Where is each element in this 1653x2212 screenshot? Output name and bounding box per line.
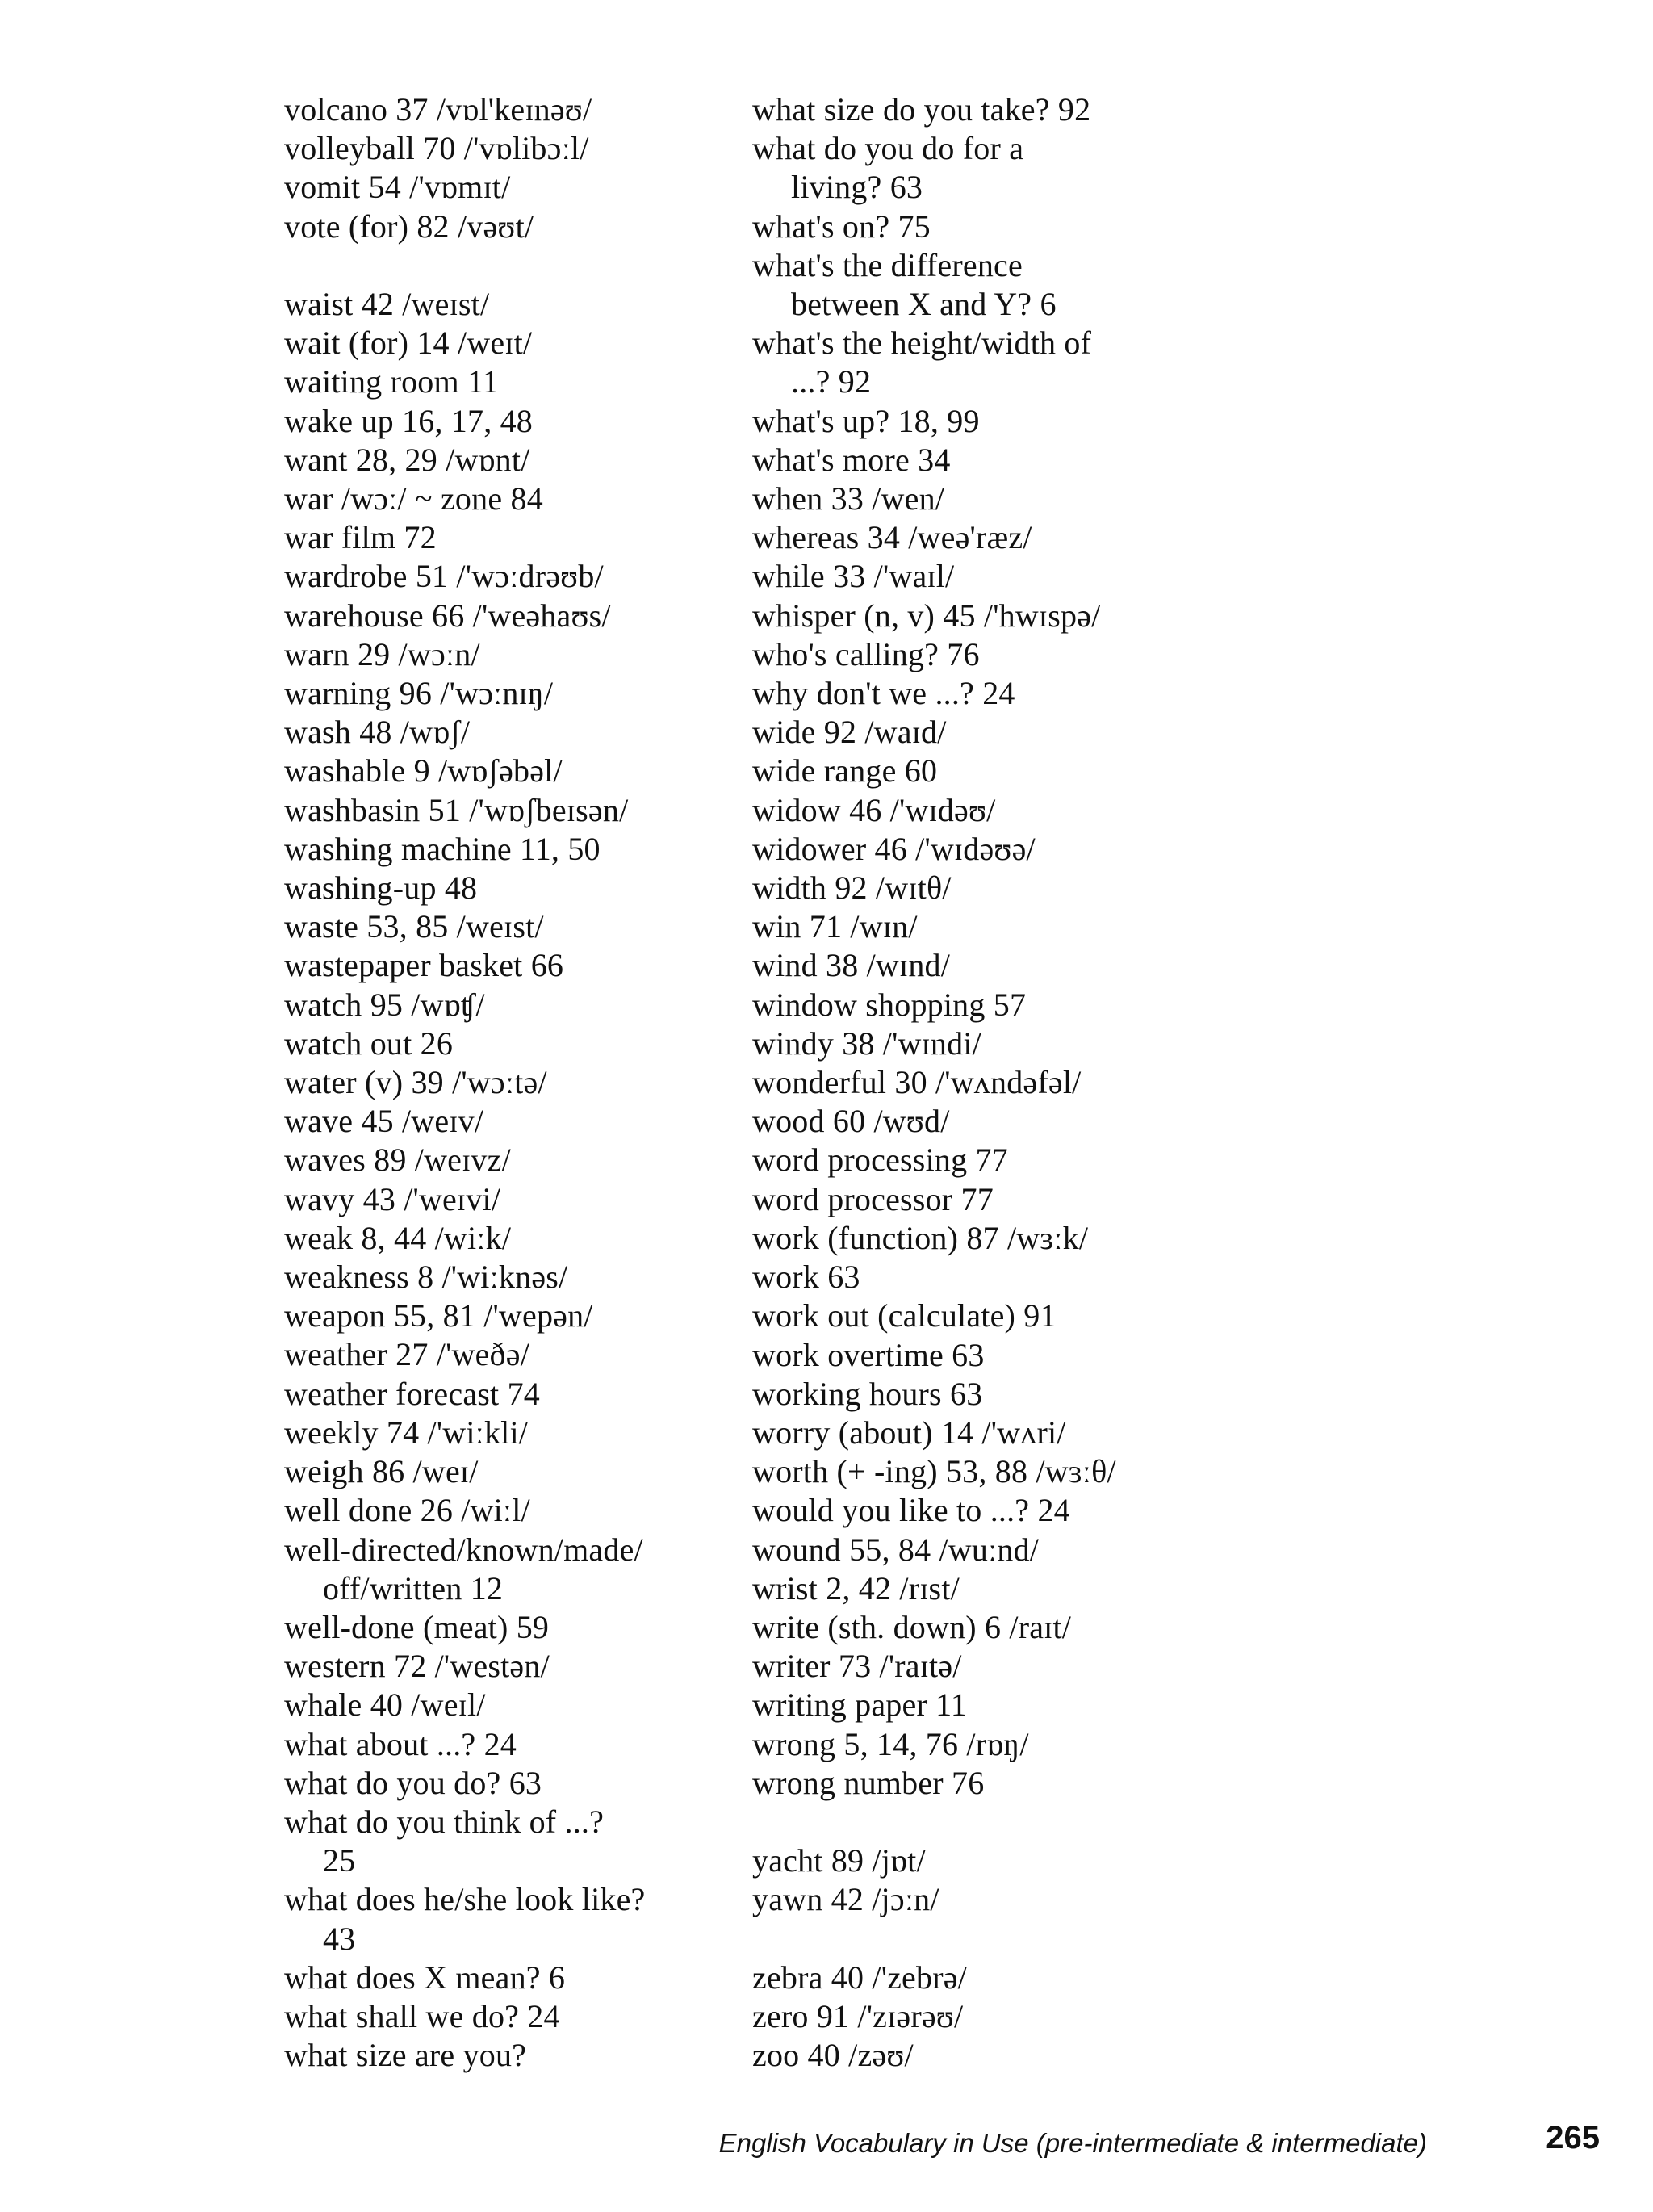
- index-entry-text: what's on? 75: [752, 207, 931, 245]
- index-entry-text: waiting room 11: [284, 363, 499, 400]
- index-entry-text: volcano 37 /vɒl'keɪnəʊ/: [284, 91, 592, 128]
- index-entry: [284, 1531, 720, 1608]
- index-entry-text: watch out 26: [284, 1024, 454, 1062]
- index-entry: [284, 1647, 720, 1686]
- index-entry-text: whale 40 /weɪl/: [284, 1686, 486, 1724]
- index-entry: [284, 1102, 720, 1141]
- index-entry-text: water (v) 39 /'wɔːtə/: [284, 1064, 547, 1101]
- index-entry: [284, 1686, 720, 1724]
- index-entry: [284, 635, 720, 674]
- index-entry: [752, 480, 1204, 518]
- index-entry: [284, 713, 720, 752]
- index-entry: [284, 1803, 720, 1880]
- index-entry: [284, 285, 720, 324]
- index-entry-text: who's calling? 76: [752, 635, 980, 672]
- index-entry: [284, 1725, 720, 1764]
- index-entry-text: washing-up 48: [284, 869, 478, 907]
- index-entry: [752, 752, 1204, 790]
- index-entry: [752, 1414, 1204, 1452]
- index-entry-text: wash 48 /wɒʃ/: [284, 714, 471, 751]
- index-entry-text: what does X mean? 6: [284, 1959, 566, 1996]
- index-entry-text: while 33 /'waɪl/: [752, 558, 955, 595]
- index-entry-text: whisper (n, v) 45 /'hwɪspə/: [752, 597, 1101, 634]
- index-entry-text: write (sth. down) 6 /raɪt/: [752, 1608, 1072, 1645]
- index-entry: [752, 441, 1204, 480]
- letter-section-gap: [752, 1920, 1204, 1959]
- index-entry-text: wrong 5, 14, 76 /rɒŋ/: [752, 1725, 1029, 1762]
- index-entry: [284, 1141, 720, 1179]
- index-entry: [752, 1764, 1204, 1803]
- index-entry-text: whereas 34 /weə'ræz/: [752, 519, 1032, 556]
- index-entry: [752, 129, 1204, 207]
- index-entry-text: weakness 8 /'wiːknəs/: [284, 1259, 568, 1296]
- index-entry-text: what's up? 18, 99: [752, 402, 980, 439]
- index-entry-text: wonderful 30 /'wʌndəfəl/: [752, 1064, 1082, 1101]
- index-entry: [752, 1024, 1204, 1063]
- index-entry-text: window shopping 57: [752, 986, 1027, 1023]
- index-entry: [284, 1219, 720, 1258]
- index-entry-text: wide 92 /waɪd/: [752, 714, 947, 751]
- letter-section-gap: [752, 1803, 1204, 1841]
- index-entry: [284, 324, 720, 362]
- index-entry-text: worry (about) 14 /'wʌri/: [752, 1414, 1066, 1451]
- index-entry-text: waist 42 /weɪst/: [284, 286, 490, 322]
- index-entry-text: weak 8, 44 /wiːk/: [284, 1219, 512, 1256]
- index-entry: [752, 1686, 1204, 1724]
- index-entry-text: weather forecast 74: [284, 1375, 540, 1412]
- index-entry: [752, 1180, 1204, 1219]
- index-entry: [284, 1258, 720, 1297]
- index-entry: [284, 518, 720, 557]
- index-entry: [284, 1335, 720, 1374]
- index-entry: [284, 752, 720, 790]
- index-entry: [752, 869, 1204, 907]
- index-entry-text: zebra 40 /'zebrə/: [752, 1959, 967, 1996]
- index-entry: [284, 1180, 720, 1219]
- index-entry: [752, 713, 1204, 752]
- index-entry: [284, 674, 720, 713]
- index-entry: [284, 129, 720, 168]
- index-entry-text: vomit 54 /'vɒmɪt/: [284, 169, 511, 206]
- index-entry-text: warehouse 66 /'weəhaʊs/: [284, 597, 611, 634]
- index-entry: [752, 1997, 1204, 2036]
- index-entry: [752, 830, 1204, 869]
- index-entry: [752, 907, 1204, 946]
- index-entry-text: washing machine 11, 50: [284, 830, 601, 867]
- index-entry-text: what do you do for a: [752, 130, 1024, 167]
- index-entry-text: well-done (meat) 59: [284, 1608, 550, 1645]
- index-entry: [752, 2036, 1204, 2075]
- index-entry: [284, 907, 720, 946]
- index-entry: [284, 1297, 720, 1335]
- index-entry: [752, 1880, 1204, 1919]
- index-entry-text: wardrobe 51 /'wɔːdrəʊb/: [284, 558, 604, 595]
- index-entry: [752, 1375, 1204, 1414]
- letter-section-gap: [284, 246, 720, 285]
- index-entry-text: wound 55, 84 /wuːnd/: [752, 1531, 1040, 1568]
- index-entry: [752, 1725, 1204, 1764]
- index-entry: [284, 1959, 720, 1997]
- index-entry: [752, 1258, 1204, 1297]
- index-entry-continuation: between X and Y? 6: [791, 286, 1057, 323]
- index-entry: [752, 1063, 1204, 1102]
- index-entry-text: volleyball 70 /'vɒlibɔːl/: [284, 130, 589, 167]
- index-entry: [752, 324, 1204, 401]
- index-entry: [284, 168, 720, 207]
- index-entry-text: what about ...? 24: [284, 1725, 517, 1762]
- index-entry-continuation: living? 63: [791, 169, 923, 206]
- index-entry-text: what size are you?: [284, 2037, 527, 2074]
- index-entry: [284, 597, 720, 635]
- index-entry: [752, 674, 1204, 713]
- index-entry: [284, 1375, 720, 1414]
- index-entry-text: wastepaper basket 66: [284, 947, 564, 984]
- index-entry-continuation: 25: [323, 1842, 356, 1879]
- index-entry-continuation: 43: [323, 1920, 356, 1957]
- index-entry: [284, 946, 720, 985]
- index-entry: [752, 597, 1204, 635]
- index-entry-text: wrist 2, 42 /rɪst/: [752, 1569, 960, 1607]
- index-entry-text: windy 38 /'wɪndi/: [752, 1024, 981, 1062]
- index-entry-text: widower 46 /'wɪdəʊə/: [752, 830, 1036, 867]
- index-entry: [752, 1102, 1204, 1141]
- page-footer: [0, 2117, 1653, 2165]
- index-entry: [284, 1452, 720, 1491]
- index-entry-text: work out (calculate) 91: [752, 1297, 1057, 1334]
- index-entry-text: wavy 43 /'weɪvi/: [284, 1180, 501, 1217]
- index-column-right: [752, 90, 1204, 2075]
- index-entry-text: worth (+ -ing) 53, 88 /wɜːθ/: [752, 1453, 1116, 1490]
- index-entry: [752, 1297, 1204, 1335]
- index-entry-continuation: off/written 12: [323, 1569, 504, 1607]
- index-entry: [752, 1452, 1204, 1491]
- page-number: 265: [1546, 2120, 1600, 2155]
- index-entry-continuation: ...? 92: [791, 363, 872, 400]
- index-entry-text: what shall we do? 24: [284, 1997, 560, 2034]
- index-entry: [752, 402, 1204, 441]
- index-entry-text: waste 53, 85 /weɪst/: [284, 908, 544, 945]
- index-entry-text: weekly 74 /'wiːkli/: [284, 1414, 529, 1451]
- index-entry: [752, 1491, 1204, 1530]
- index-entry-text: what do you do? 63: [284, 1764, 542, 1801]
- index-entry: [752, 90, 1204, 129]
- index-entry: [284, 207, 720, 246]
- index-entry-text: warning 96 /'wɔːnɪŋ/: [284, 675, 554, 712]
- index-entry-text: yacht 89 /jɒt/: [752, 1842, 926, 1879]
- index-entry-text: what does he/she look like?: [284, 1881, 646, 1918]
- index-entry: [284, 1997, 720, 2036]
- index-entry-text: want 28, 29 /wɒnt/: [284, 441, 530, 478]
- index-entry: [284, 480, 720, 518]
- index-entry-text: weather 27 /'weðə/: [284, 1336, 530, 1373]
- index-entry: [752, 246, 1204, 324]
- index-entry-text: waves 89 /weɪvz/: [284, 1142, 511, 1179]
- index-entry: [752, 207, 1204, 246]
- index-entry-text: word processor 77: [752, 1180, 994, 1217]
- index-entry: [284, 90, 720, 129]
- index-entry-text: vote (for) 82 /vəʊt/: [284, 207, 534, 245]
- index-entry-text: wait (for) 14 /weɪt/: [284, 325, 533, 362]
- index-entry-text: wood 60 /wʊd/: [752, 1103, 950, 1140]
- index-entry-text: win 71 /wɪn/: [752, 908, 918, 945]
- index-entry-text: well-directed/known/made/: [284, 1531, 643, 1568]
- index-entry-text: work 63: [752, 1259, 860, 1296]
- index-entry: [752, 1141, 1204, 1179]
- index-entry: [752, 557, 1204, 596]
- index-entry-text: zero 91 /'zɪərəʊ/: [752, 1997, 964, 2034]
- index-entry-text: wide range 60: [752, 752, 938, 790]
- index-entry-text: wake up 16, 17, 48: [284, 402, 533, 439]
- index-entry: [752, 946, 1204, 985]
- index-entry: [752, 1608, 1204, 1647]
- index-entry: [752, 1841, 1204, 1880]
- index-entry: [284, 1880, 720, 1958]
- index-entry: [284, 1491, 720, 1530]
- index-entry-text: what size do you take? 92: [752, 91, 1091, 128]
- index-entry: [752, 1336, 1204, 1375]
- index-entry-text: when 33 /wen/: [752, 480, 945, 517]
- index-entry: [284, 362, 720, 401]
- book-title: English Vocabulary in Use (pre-intermediate & intermediate): [718, 2128, 1427, 2158]
- index-entry: [284, 1063, 720, 1102]
- index-entry-text: writer 73 /'raɪtə/: [752, 1648, 962, 1685]
- index-entry: [284, 986, 720, 1024]
- index-entry-text: wave 45 /weɪv/: [284, 1103, 484, 1140]
- index-entry-text: what's more 34: [752, 441, 951, 478]
- index-entry: [284, 1608, 720, 1647]
- index-entry: [752, 1647, 1204, 1686]
- index-entry-text: warn 29 /wɔːn/: [284, 635, 480, 672]
- index-entry-text: work overtime 63: [752, 1336, 985, 1373]
- index-entry: [284, 402, 720, 441]
- index-entry: [284, 557, 720, 596]
- index-entry-text: weapon 55, 81 /'wepən/: [284, 1297, 593, 1334]
- index-entry-text: what's the difference: [752, 246, 1023, 283]
- index-entry: [284, 869, 720, 907]
- index-entry-text: widow 46 /'wɪdəʊ/: [752, 791, 996, 828]
- index-entry-text: war film 72: [284, 519, 437, 556]
- index-entry-text: what do you think of ...?: [284, 1803, 605, 1840]
- index-entry: [284, 830, 720, 869]
- index-entry-text: what's the height/width of: [752, 325, 1092, 362]
- index-entry-text: well done 26 /wiːl/: [284, 1492, 530, 1529]
- index-entry-text: washable 9 /wɒʃəbəl/: [284, 752, 563, 790]
- index-entry-text: width 92 /wɪtθ/: [752, 869, 952, 907]
- index-entry: [284, 1414, 720, 1452]
- index-entry-text: working hours 63: [752, 1375, 983, 1412]
- index-entry: [284, 2036, 720, 2075]
- index-entry-text: writing paper 11: [752, 1686, 968, 1724]
- index-entry-text: yawn 42 /jɔːn/: [752, 1881, 939, 1918]
- index-entry: [752, 1219, 1204, 1258]
- index-entry: [752, 1959, 1204, 1997]
- index-entry: [284, 791, 720, 830]
- index-entry: [752, 635, 1204, 674]
- index-entry-text: word processing 77: [752, 1142, 1008, 1179]
- index-entry-text: why don't we ...? 24: [752, 675, 1015, 712]
- index-column-left: [284, 90, 720, 2075]
- index-entry: [752, 1569, 1204, 1608]
- index-entry-text: watch 95 /wɒʧ/: [284, 986, 485, 1023]
- index-entry: [752, 986, 1204, 1024]
- index-entry: [284, 441, 720, 480]
- index-entry-text: would you like to ...? 24: [752, 1492, 1070, 1529]
- index-entry-text: wrong number 76: [752, 1764, 985, 1801]
- index-entry-text: western 72 /'westən/: [284, 1648, 550, 1685]
- index-entry-text: war /wɔː/ ~ zone 84: [284, 480, 543, 517]
- index-entry: [752, 518, 1204, 557]
- index-entry-text: work (function) 87 /wɜːk/: [752, 1219, 1089, 1256]
- index-entry: [752, 1531, 1204, 1569]
- index-entry: [284, 1764, 720, 1803]
- index-entry-text: weigh 86 /weɪ/: [284, 1453, 479, 1490]
- index-entry: [752, 791, 1204, 830]
- index-entry: [284, 1024, 720, 1063]
- index-entry-text: zoo 40 /zəʊ/: [752, 2037, 914, 2074]
- index-entry-text: wind 38 /wɪnd/: [752, 947, 951, 984]
- index-entry-text: washbasin 51 /'wɒʃbeɪsən/: [284, 791, 629, 828]
